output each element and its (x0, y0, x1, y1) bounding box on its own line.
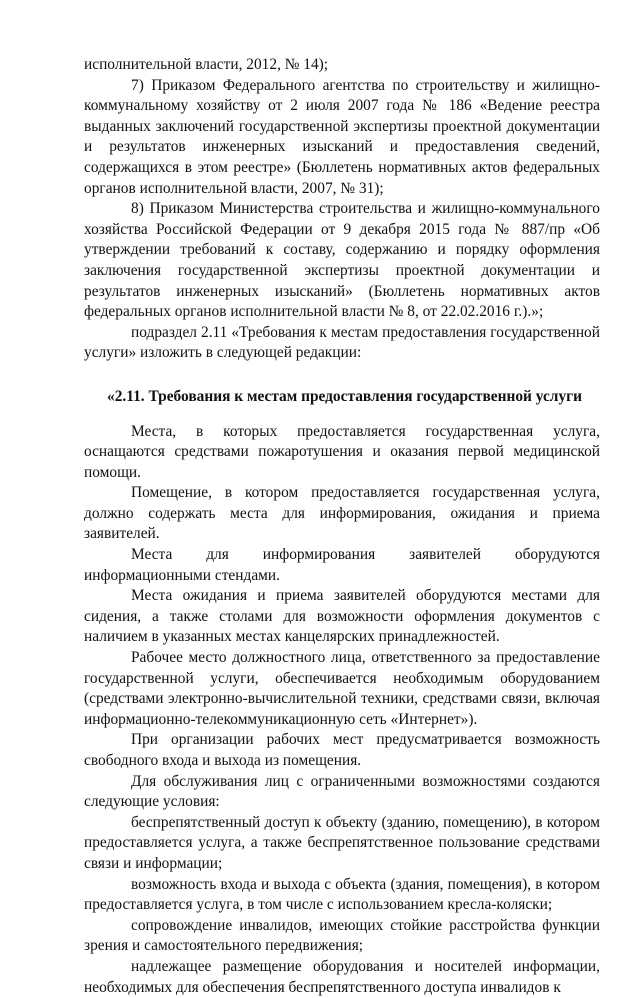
paragraph-continuation: исполнительной власти, 2012, № 14); (84, 56, 329, 73)
paragraph: сопровождение инвалидов, имеющих стойкие расстройства функции зрения и самостоятельного передвижения; (84, 916, 600, 955)
paragraph-item-8: 8) Приказом Министерства строительства и жилищно-коммунального хозяйства Российской Федерации от 9 декабря 2015 года № 887/пр «Об утверждении требований к составу, содержанию и порядку оформления заключения государственной экспертизы проектной документации и результатов инженерных изысканий» (Бюллетень нормативных актов федеральных органов исполнительной власти № 8, от 22.02.2016 г.).»; (84, 200, 600, 321)
paragraph: возможность входа и выхода с объекта (здания, помещения), в котором предоставляется услуга, в том числе с использованием кресла-коляски; (84, 875, 600, 914)
paragraph-subsection-note: подраздел 2.11 «Требования к местам предоставления государственной услуги» изложить в следующей редакции: (84, 323, 600, 362)
paragraph: Места ожидания и приема заявителей оборудуются местами для сидения, а также столами для возможности оформления документов с наличием в указанных местах канцелярских принадлежностей. (84, 587, 600, 646)
paragraph: Помещение, в котором предоставляется государственная услуга, должно содержать места для информирования, ожидания и приема заявителей. (84, 484, 600, 543)
section-heading: «2.11. Требования к местам предоставления государственной услуги (107, 387, 582, 405)
paragraph: беспрепятственный доступ к объекту (зданию, помещению), в котором предоставляется услуга, а также беспрепятственное пользование средствами связи и информации; (84, 813, 600, 872)
paragraph: Рабочее место должностного лица, ответственного за предоставление государственной услуги, обеспечивается необходимым оборудованием (средствами электронно-вычислительной техники, средствами связи, включая информационно-телекоммуникационную сеть «Интернет»). (84, 649, 600, 728)
paragraph: Для обслуживания лиц с ограниченными возможностями создаются следующие условия: (84, 772, 600, 811)
paragraph: Места, в которых предоставляется государственная услуга, оснащаются средствами пожаротушения и оказания первой медицинской помощи. (84, 422, 600, 481)
paragraph: Места для информирования заявителей оборудуются информационными стендами. (84, 546, 600, 584)
paragraph-item-7: 7) Приказом Федерального агентства по строительству и жилищно-коммунальному хозяйству от 2 июля 2007 года № 186 «Ведение реестра выданных заключений государственной экспертизы проектной документации и результатов инженерных изысканий и предоставления сведений, содержащихся в этом реестре» (Бюллетень нормативных актов федеральных органов исполнительной власти, 2007, № 31); (84, 76, 600, 197)
document-page (84, 55, 600, 998)
paragraph: надлежащее размещение оборудования и носителей информации, необходимых для обеспечения беспрепятственного доступа инвалидов к (84, 957, 600, 996)
paragraph: При организации рабочих мест предусматривается возможность свободного входа и выхода из помещения. (84, 731, 600, 769)
